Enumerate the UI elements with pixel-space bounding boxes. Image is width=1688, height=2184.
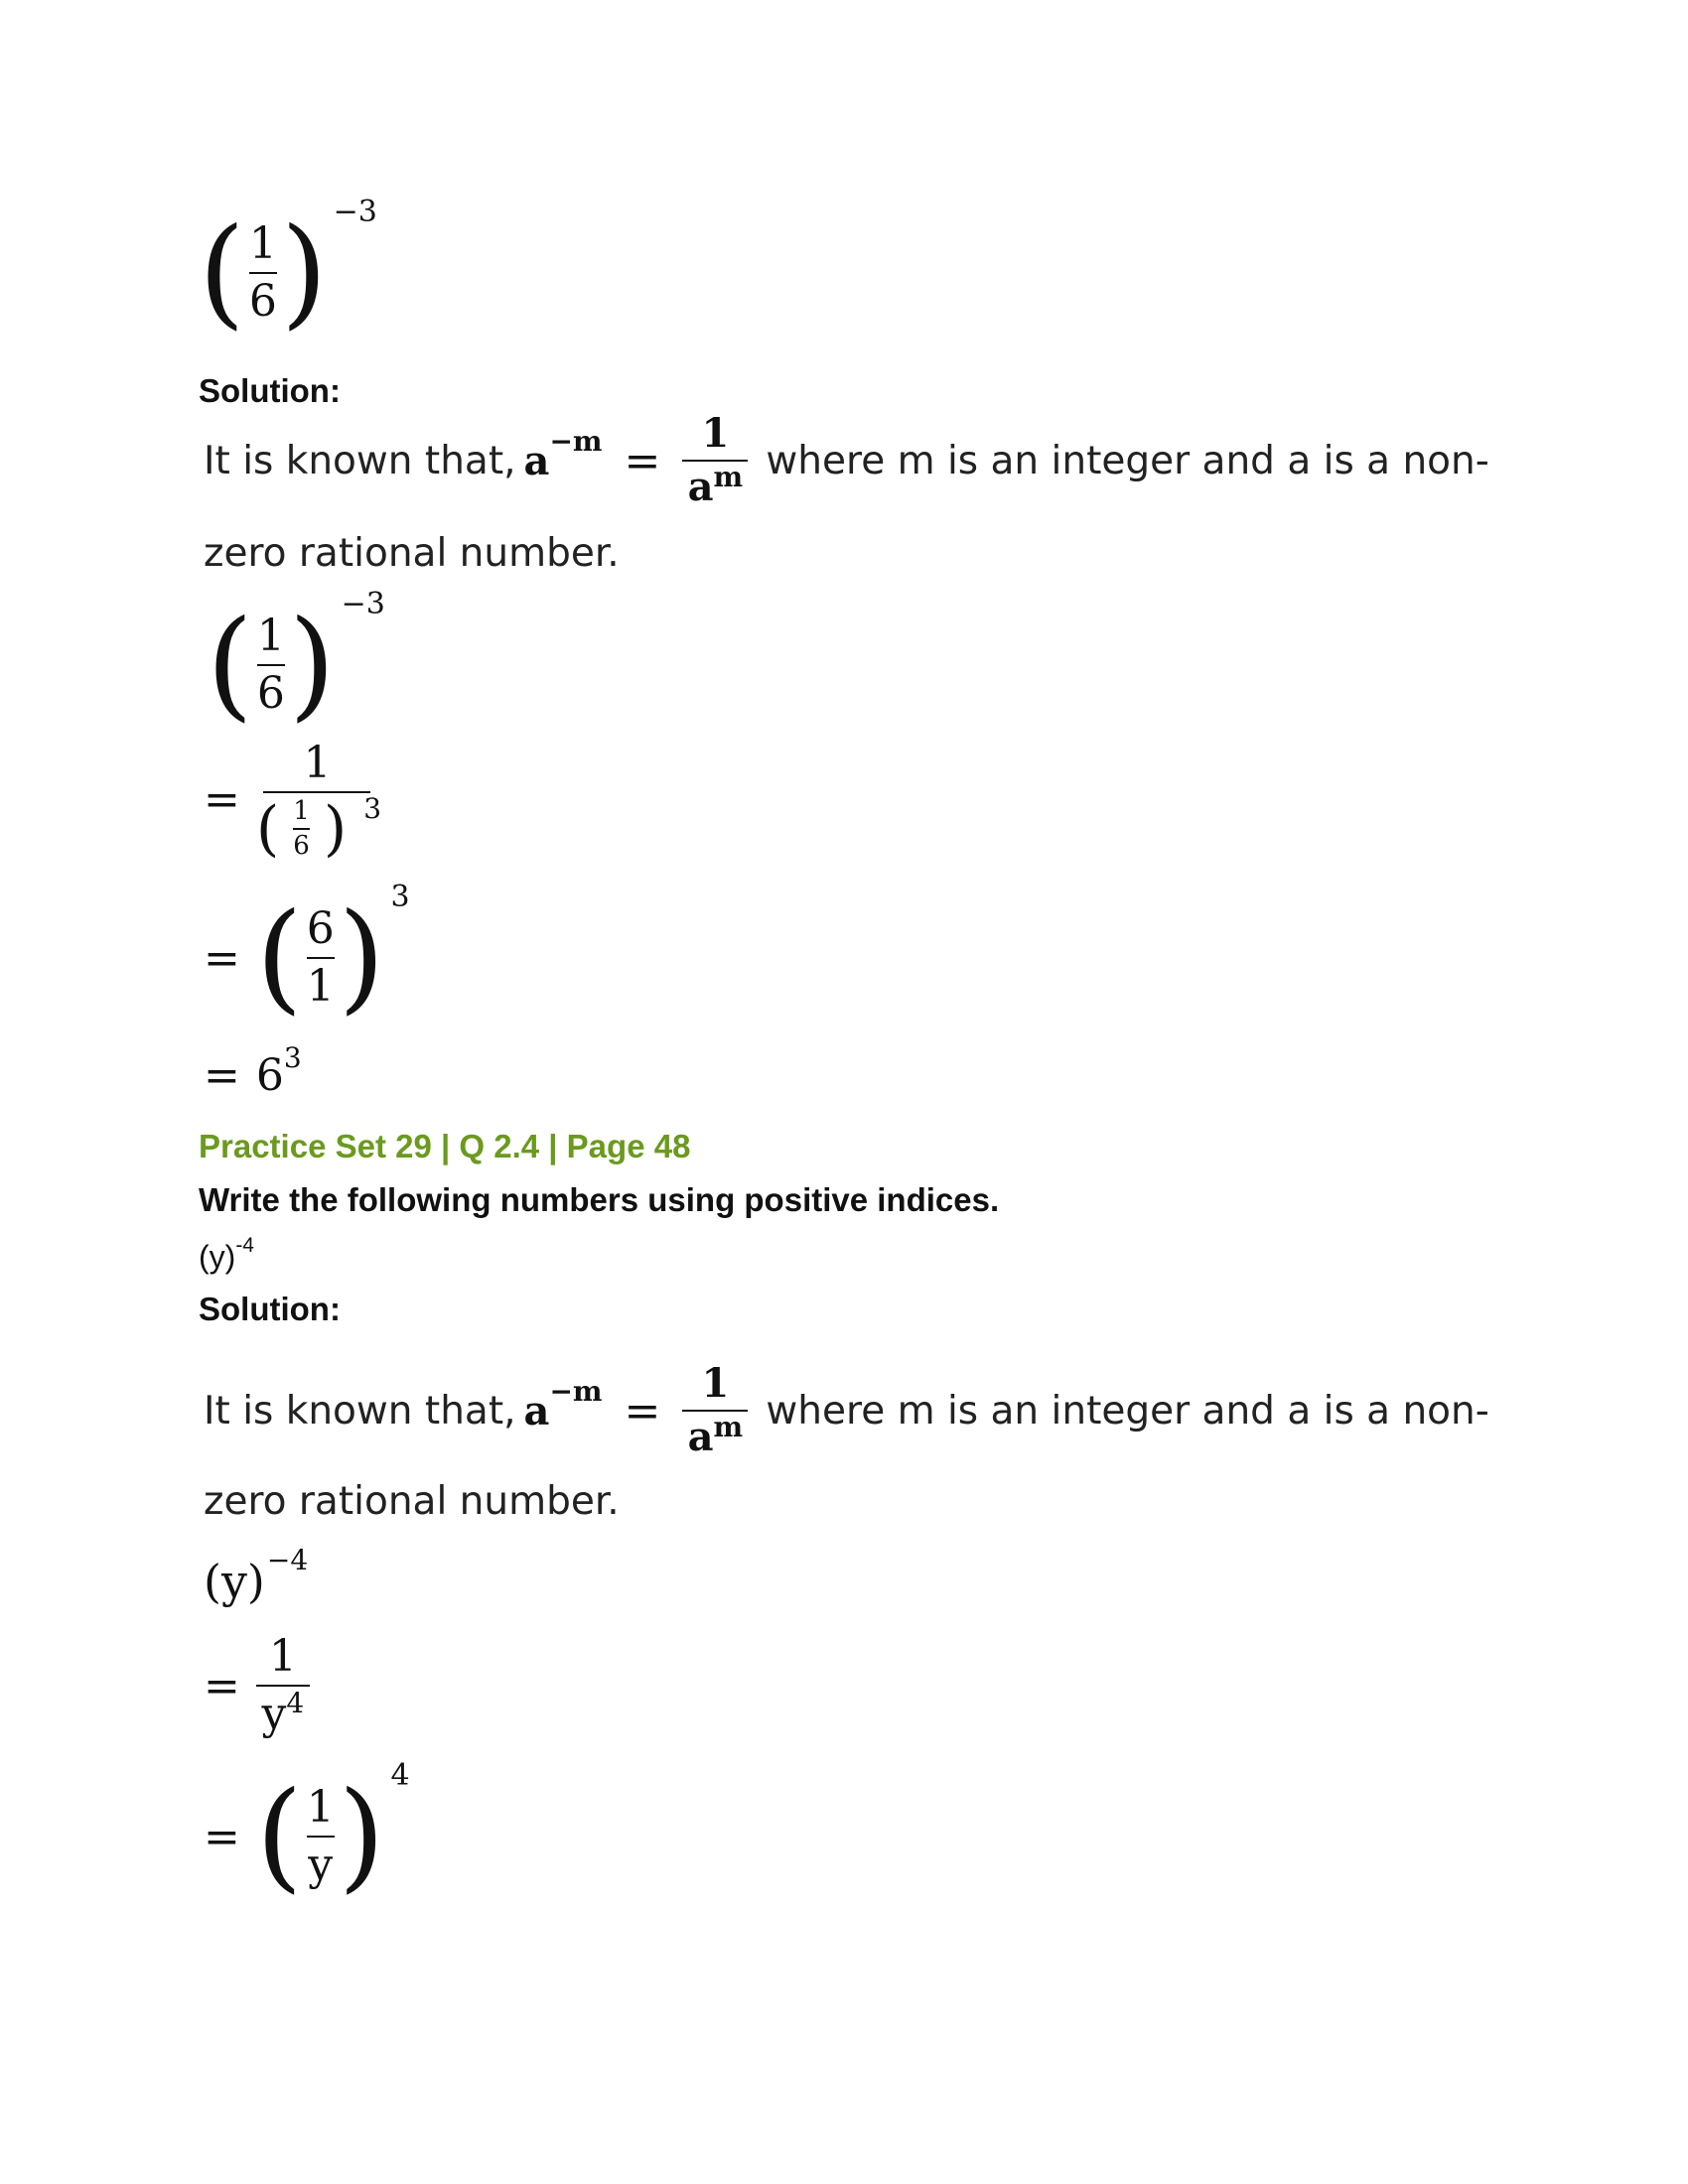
step-inverted [204, 879, 410, 1026]
right-paren: ) [338, 888, 385, 1026]
question-reference: Practice Set 29 | Q 2.4 | Page 48 [199, 1128, 691, 1164]
rule-suffix: where m is an integer and a is a non- [766, 1388, 1489, 1433]
exponent: −3 [333, 194, 377, 229]
numerator: 6 [306, 902, 335, 954]
exponent: 3 [390, 879, 410, 914]
rule-equals: = [624, 1385, 661, 1436]
step-reciprocal [204, 738, 382, 864]
right-paren: ) [280, 204, 328, 341]
question-expression-1 [199, 194, 377, 341]
left-paren: ( [255, 1767, 303, 1905]
rule-denominator [687, 1411, 744, 1460]
fraction [256, 610, 285, 719]
fraction [255, 738, 382, 864]
rule-exponent: −m [549, 424, 603, 458]
rule-suffix: where m is an integer and a is a non- [766, 438, 1489, 483]
rule-denominator [687, 461, 744, 510]
exponent: 4 [390, 1757, 410, 1793]
equals-sign: = [204, 932, 240, 984]
equals-sign: = [204, 774, 240, 826]
rule-den-base: a [687, 1414, 714, 1460]
question-base: (y) [199, 1239, 236, 1275]
fraction-bar [307, 957, 335, 959]
rule-numerator: 1 [701, 1360, 730, 1407]
equals-sign: = [204, 1811, 240, 1862]
den-base: y [261, 1689, 287, 1740]
fraction [248, 217, 277, 327]
left-paren: ( [255, 793, 280, 864]
known-rule-line [204, 412, 1489, 509]
step-exponent: −4 [266, 1543, 309, 1576]
fraction-bar [293, 828, 310, 830]
exponent: 3 [363, 792, 382, 826]
result-exponent: 3 [283, 1041, 302, 1074]
numerator: 1 [256, 610, 285, 661]
exponent: −3 [341, 586, 385, 621]
rule-base: a [523, 437, 550, 484]
rule-fraction [682, 1362, 748, 1459]
right-paren: ) [323, 793, 348, 864]
rule-numerator: 1 [701, 410, 730, 457]
rule-den-exponent: m [713, 461, 744, 493]
left-paren: ( [255, 888, 303, 1026]
rule-line2: zero rational number. [204, 1479, 620, 1524]
fraction [256, 1633, 310, 1739]
denominator: y [308, 1840, 334, 1890]
inner-fraction [293, 797, 310, 860]
rule-den-base: a [687, 464, 714, 510]
fraction-bar [307, 1836, 335, 1838]
rule-prefix: It is known that, [204, 1388, 516, 1433]
right-paren: ) [338, 1767, 385, 1905]
rule-prefix: It is known that, [204, 438, 516, 483]
known-rule-line [204, 1362, 1489, 1459]
question-prompt: Write the following numbers using positive indices. [199, 1181, 1000, 1218]
denominator: 6 [248, 276, 277, 327]
denominator: 1 [306, 961, 335, 1012]
denominator: 6 [256, 668, 285, 719]
den-exponent: 4 [286, 1687, 305, 1720]
rule-base: a [523, 1387, 550, 1434]
step-expression [204, 1543, 309, 1608]
inner-numerator: 1 [293, 796, 310, 827]
rule-equals: = [624, 435, 661, 486]
step-base: (y) [204, 1555, 265, 1608]
solution-label: Solution: [199, 1291, 341, 1327]
step-inverted [204, 1757, 410, 1905]
numerator: 1 [248, 217, 277, 269]
numerator: 1 [306, 1781, 335, 1833]
question-expression-2 [199, 1233, 254, 1276]
rule-den-exponent: m [713, 1411, 744, 1443]
equals-sign: = [204, 1050, 240, 1101]
step-expression [207, 586, 385, 734]
result-base: 6 [255, 1050, 284, 1101]
denominator [261, 1687, 305, 1740]
step-reciprocal [204, 1633, 310, 1739]
fraction-bar [249, 272, 277, 274]
equals-sign: = [204, 1660, 240, 1711]
inner-denominator: 6 [293, 830, 310, 861]
step-result [204, 1041, 302, 1101]
fraction [306, 902, 335, 1012]
rule-line2: zero rational number. [204, 531, 620, 576]
numerator: 1 [303, 738, 332, 788]
left-paren: ( [207, 596, 253, 734]
right-paren: ) [288, 596, 336, 734]
numerator: 1 [268, 1631, 297, 1682]
fraction-bar [263, 791, 370, 793]
rule-exponent: −m [549, 1374, 603, 1408]
fraction [306, 1781, 335, 1890]
solution-label: Solution: [199, 372, 341, 409]
rule-fraction [682, 412, 748, 509]
denominator [255, 792, 382, 864]
fraction-bar [257, 664, 285, 666]
left-paren: ( [199, 204, 245, 341]
question-exponent: -4 [235, 1233, 254, 1257]
